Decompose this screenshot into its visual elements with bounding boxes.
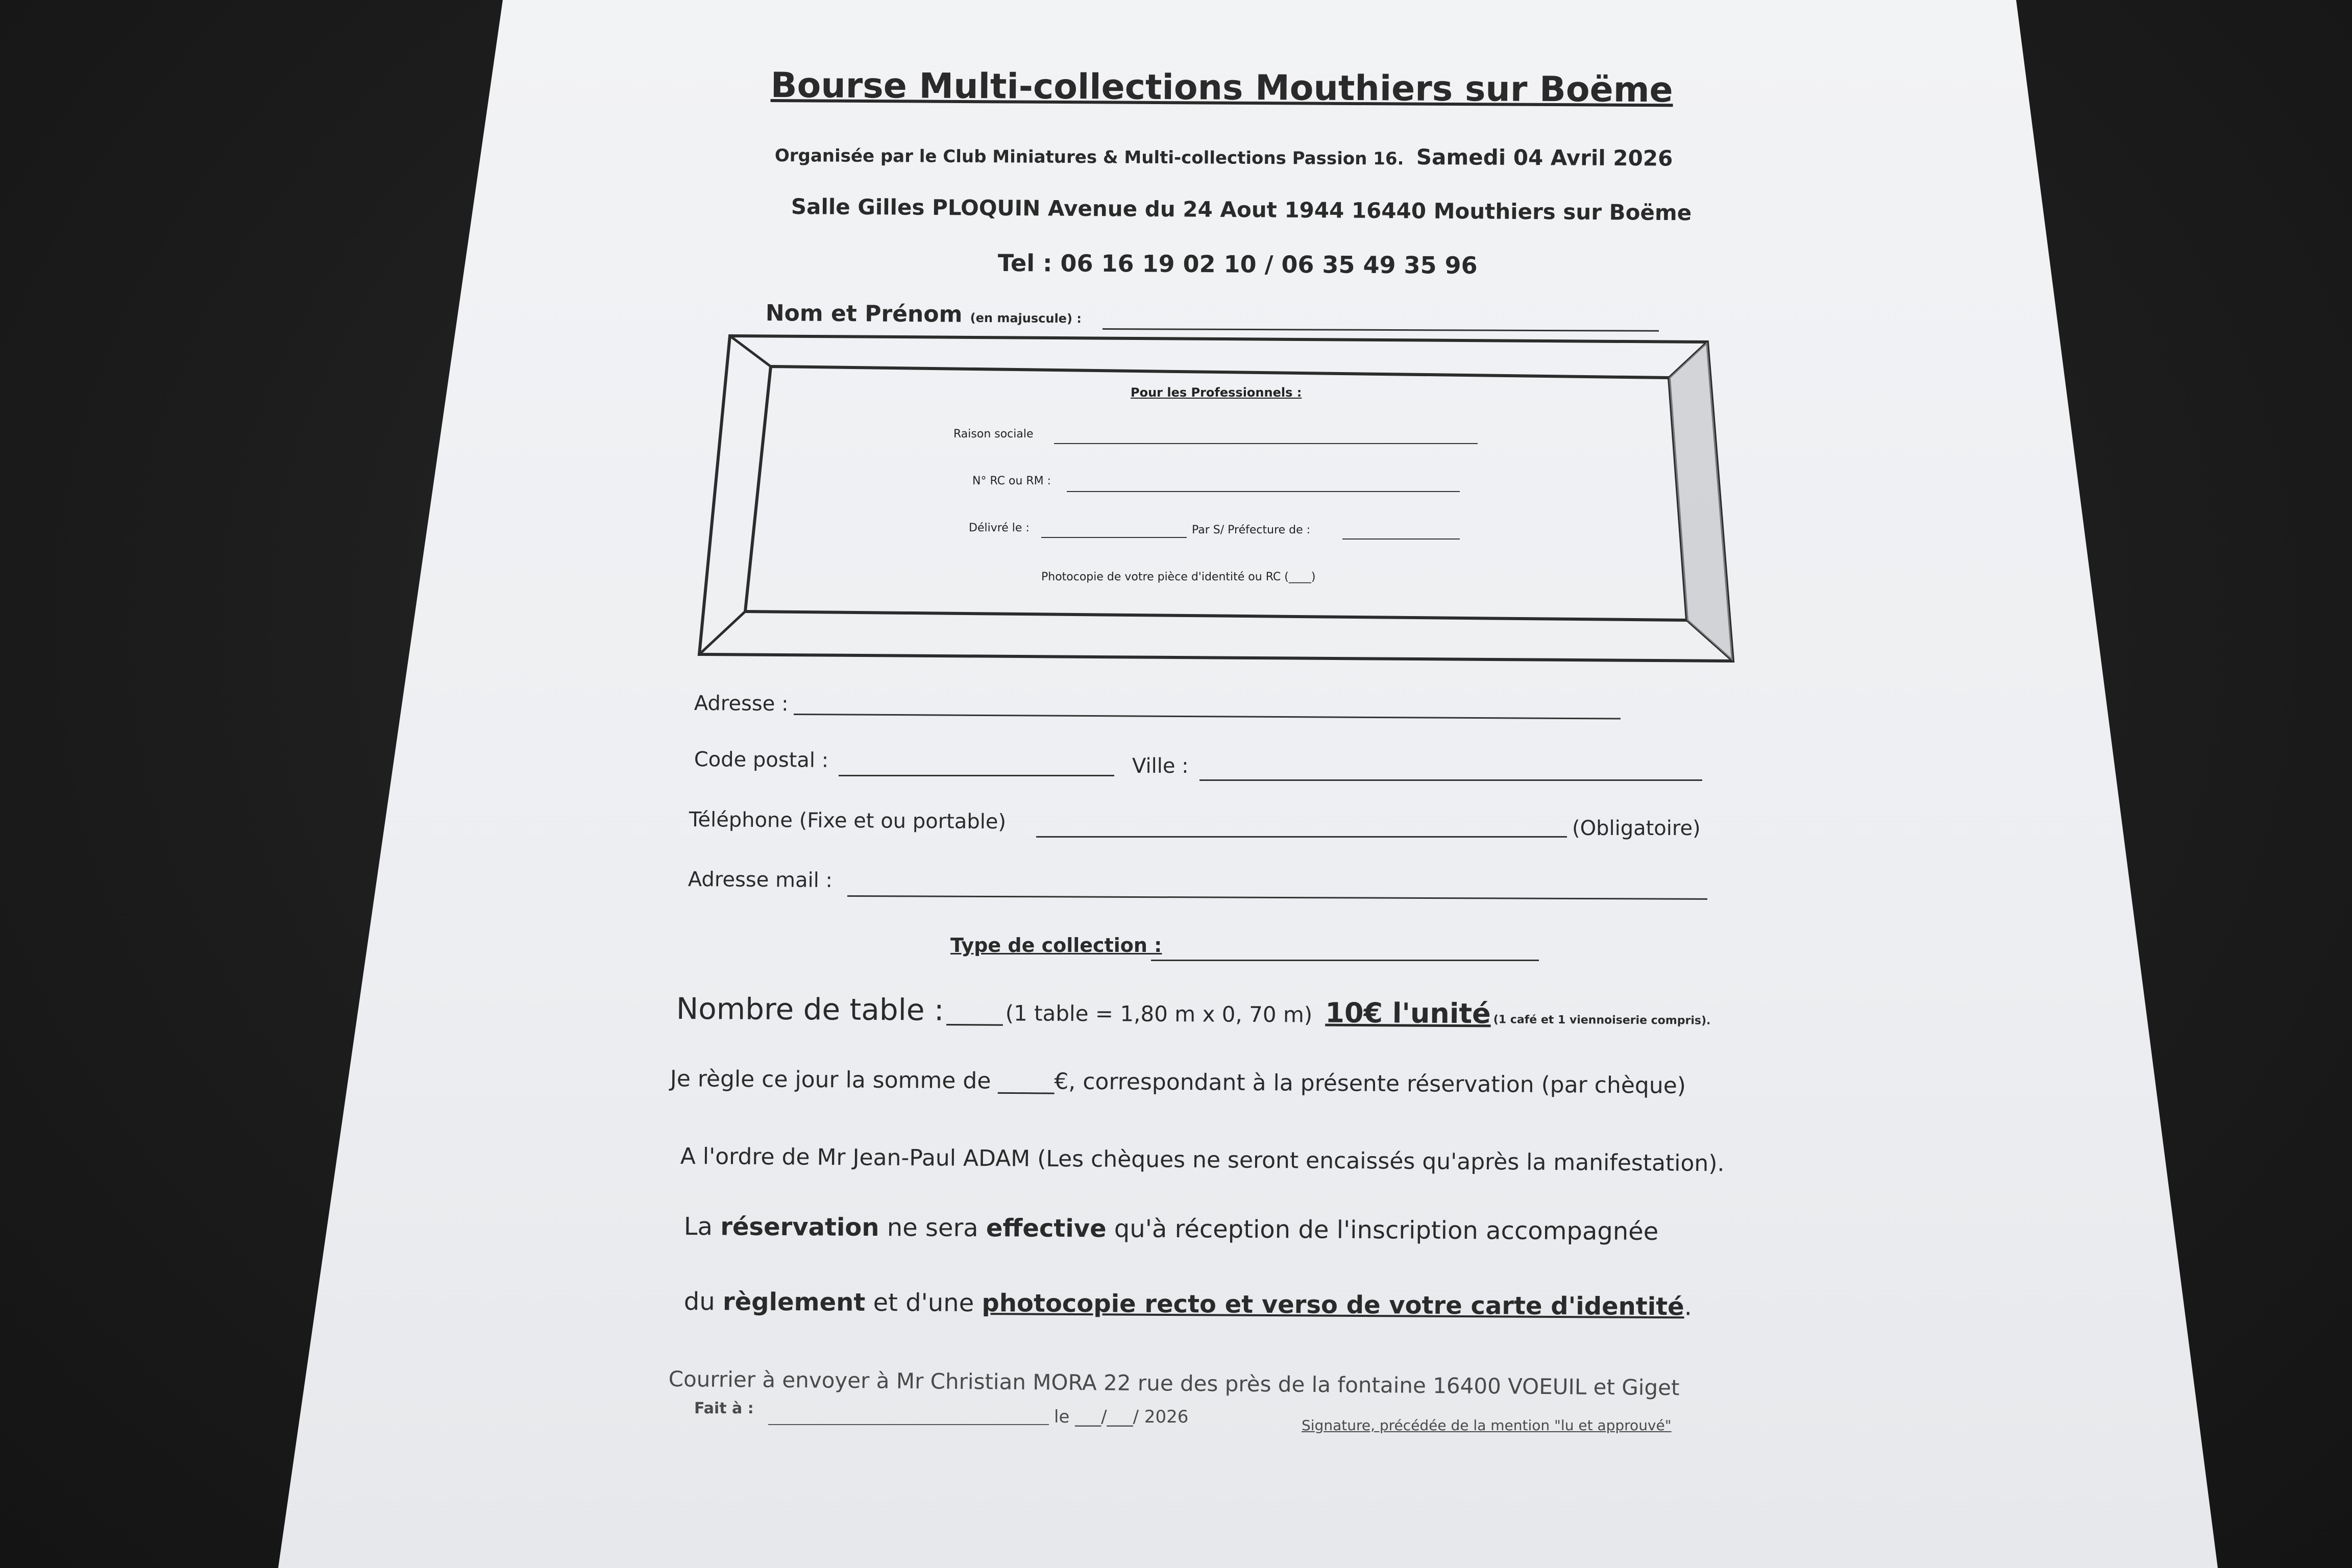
payment-line-3 xyxy=(684,1212,1659,1246)
venue-line: Salle Gilles PLOQUIN Avenue du 24 Aout 1944 16440 Mouthiers sur Boëme xyxy=(791,194,1692,226)
date-signed: le ___/___/ 2026 xyxy=(1054,1407,1189,1427)
rc-rm-label: N° RC ou RM : xyxy=(972,475,1051,487)
table-size: (1 table = 1,80 m x 0, 70 m) xyxy=(1005,1000,1313,1027)
telephone-label: Téléphone (Fixe et ou portable) xyxy=(689,808,1007,834)
mail-label: Adresse mail : xyxy=(688,868,833,892)
payment-line-2: A l'ordre de Mr Jean-Paul ADAM (Les chèques ne seront encaissés qu'après la manifestation). xyxy=(680,1143,1725,1177)
event-date: Samedi 04 Avril 2026 xyxy=(1416,144,1673,171)
obligatoire-label: (Obligatoire) xyxy=(1572,817,1701,840)
delivre-label: Délivré le : xyxy=(969,522,1030,534)
line3-reservation: réservation xyxy=(720,1212,879,1242)
rc-rm-input[interactable] xyxy=(1067,491,1460,492)
payment-line-1: Je règle ce jour la somme de _____€, correspondant à la présente réservation (par chèque) xyxy=(670,1066,1686,1099)
line3-part-c: ne sera xyxy=(879,1213,987,1243)
name-label-text: Nom et Prénom xyxy=(765,300,963,328)
pro-box-frame xyxy=(694,332,1735,669)
line4-photocopie: photocopie recto et verso de votre carte d'identité xyxy=(982,1289,1684,1321)
ville-input[interactable] xyxy=(1199,779,1702,781)
line4-part-e: . xyxy=(1684,1292,1693,1321)
raison-sociale-input[interactable] xyxy=(1054,443,1478,444)
tables-input[interactable]: _____ xyxy=(946,999,1003,1026)
line3-effective: effective xyxy=(986,1214,1107,1243)
line3-part-a: La xyxy=(683,1212,721,1241)
photocopie-note: Photocopie de votre pièce d'identité ou RC (____) xyxy=(1041,571,1316,583)
signature-label: Signature, précédée de la mention "lu et approuvé" xyxy=(1302,1417,1672,1434)
line4-part-c: et d'une xyxy=(865,1288,982,1318)
prefecture-label: Par S/ Préfecture de : xyxy=(1192,524,1311,536)
prefecture-input[interactable] xyxy=(1342,538,1460,540)
type-collection-label: Type de collection : xyxy=(950,934,1162,957)
adresse-label: Adresse : xyxy=(694,692,789,716)
phone-line: Tel : 06 16 19 02 10 / 06 35 49 35 96 xyxy=(997,249,1478,279)
organiser-line: Organisée par le Club Miniatures & Multi-collections Passion 16. xyxy=(774,145,1404,169)
courrier-line: Courrier à envoyer à Mr Christian MORA 22 rue des près de la fontaine 16400 VOEUIL et Giget xyxy=(668,1366,1680,1401)
payment-line-4 xyxy=(684,1287,1692,1321)
line3-part-e: qu'à réception de l'inscription accompagnée xyxy=(1106,1214,1659,1246)
fait-a-label: Fait à : xyxy=(694,1400,754,1417)
telephone-input[interactable] xyxy=(1036,836,1567,838)
line4-part-a: du xyxy=(683,1287,723,1316)
raison-sociale-label: Raison sociale xyxy=(953,428,1034,440)
fait-a-input[interactable] xyxy=(768,1424,1049,1425)
ville-label: Ville : xyxy=(1132,754,1189,778)
table-price: 10€ l'unité xyxy=(1325,996,1491,1030)
code-postal-input[interactable] xyxy=(839,775,1114,776)
table-included: (1 café et 1 viennoiserie compris). xyxy=(1493,1013,1711,1027)
name-label xyxy=(766,300,1082,328)
delivre-input[interactable] xyxy=(1041,537,1187,538)
line4-reglement: règlement xyxy=(722,1287,866,1317)
tables-label: Nombre de table : xyxy=(676,991,944,1027)
name-hint: (en majuscule) : xyxy=(970,310,1082,326)
type-collection-input[interactable] xyxy=(1151,960,1539,961)
pro-heading: Pour les Professionnels : xyxy=(1131,385,1302,400)
document-title: Bourse Multi-collections Mouthiers sur Boëme xyxy=(770,65,1673,111)
code-postal-label: Code postal : xyxy=(694,748,829,772)
tables-row xyxy=(676,991,1711,1032)
